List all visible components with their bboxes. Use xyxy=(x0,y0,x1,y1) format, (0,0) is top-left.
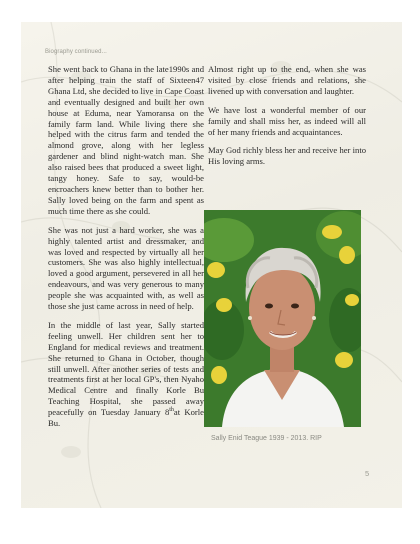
paragraph-artist-dressmaker: She was not just a hard worker, she was a highly talented artist and dressmaker, and was loved and respected by virtually all her customers. She was also highly intellectual, loved a good argument, persevered in all her endeavours, and was very generous to many people she was acquainted with, as well as those she just came across in need of help. xyxy=(48,224,204,312)
portrait-photo xyxy=(204,210,361,427)
paragraph-return-to-ghana: She went back to Ghana in the late1990s and after helping train the staff of Sixteen47 Ghana Ltd, she decided to live in Cape Coast and eventually designed and built her own house at Eduma, near Yamoransa on the family farm land. While living there she helped with the citrus farm and tended the almond grove, along with her legless gardener and blind night-watch man. She also raised bees that produced a sweet light, tangy honey. Safe to say, would-be encroachers knew better than to bother her. Sally loved being on the farm and spent as much time there as she could. xyxy=(48,64,204,216)
breadcrumb: Biography continued... xyxy=(45,49,107,55)
memorial-page xyxy=(21,22,402,508)
paragraph-final-days: Almost right up to the end, when she was visited by close friends and relations, she livened up with conversation and laughter. xyxy=(208,64,366,96)
portrait-illustration xyxy=(204,210,361,427)
paragraph-loss: We have lost a wonderful member of our family and shall miss her, as indeed will all of her many friends and acquaintances. xyxy=(208,104,366,137)
paragraph-illness: In the middle of last year, Sally started feeling unwell. Her children sent her to England for medical reviews and treatment. She returned to Ghana in October, though still unwell. After another series of tests and treatments first at her local GP's, then Nyaho Medical Centre and finally Korle Bu Teaching Hospital, she passed away peacefully on Tuesday January 8that Korle Bu. xyxy=(48,319,204,429)
biography-right-column xyxy=(208,64,366,175)
biography-left-column xyxy=(48,64,204,437)
date-ordinal: th xyxy=(169,407,174,414)
paragraph-blessing: May God richly bless her and receive her into His loving arms. xyxy=(208,145,366,167)
page-number: 5 xyxy=(365,469,370,478)
photo-caption: Sally Enid Teague 1939 - 2013. RIP xyxy=(211,435,322,442)
